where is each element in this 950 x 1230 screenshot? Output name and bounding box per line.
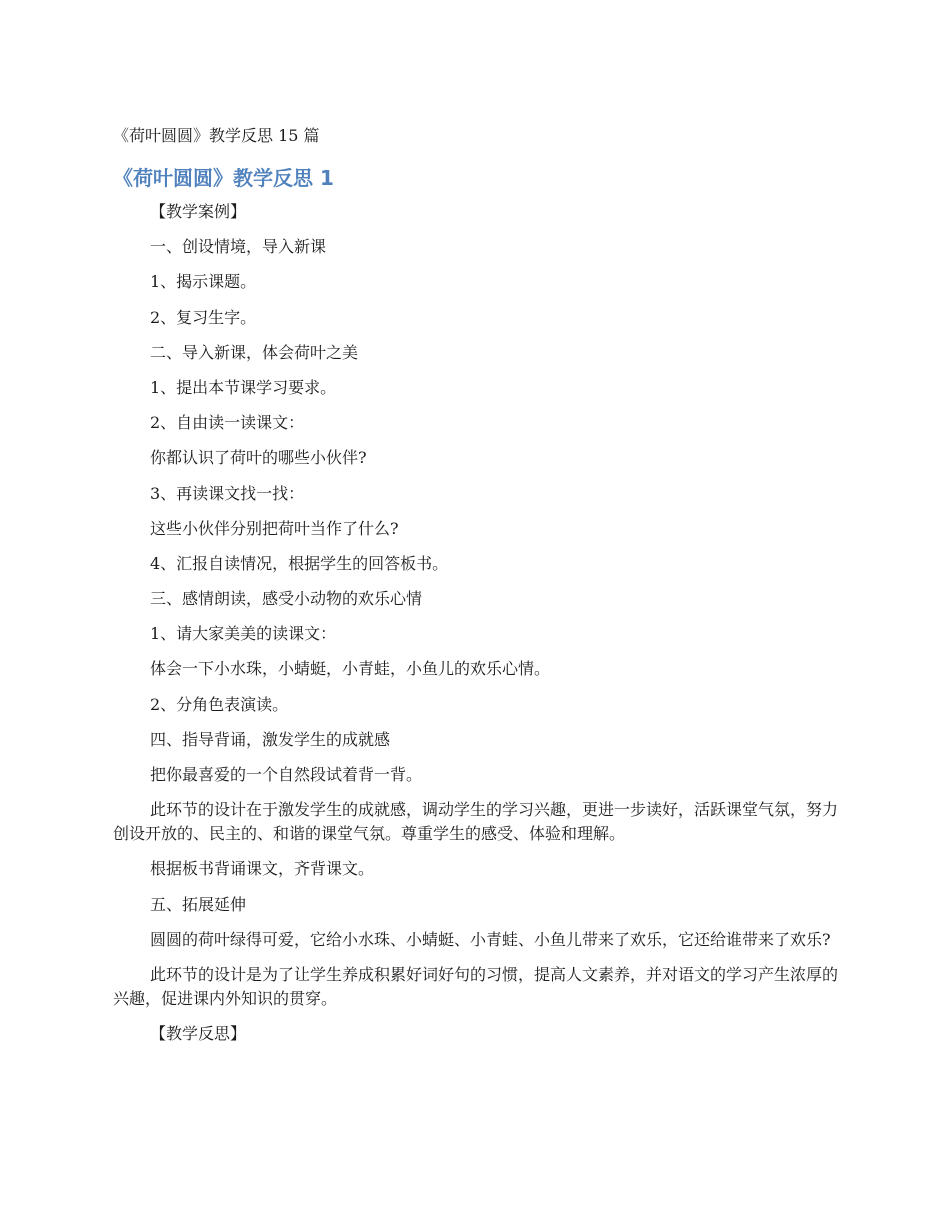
paragraph: 把你最喜爱的一个自然段试着背一背。	[150, 765, 423, 784]
section-heading: 《荷叶圆圆》教学反思 1	[113, 166, 334, 190]
paragraph: 五、拓展延伸	[150, 894, 247, 914]
paragraph: 2、自由读一读课文：	[150, 413, 305, 433]
paragraph: 四、指导背诵，激发学生的成就感	[150, 729, 391, 749]
paragraph: 2、复习生字。	[150, 307, 257, 327]
paragraph: 此环节的设计在于激发学生的成就感，调动学生的学习兴趣，更进一步读好，活跃课堂气氛，努力创设开放的、民主的、和谐的课堂气氛。尊重学生的感受、体验和理解。	[113, 800, 839, 844]
paragraph: 二、导入新课，体会荷叶之美	[150, 342, 359, 362]
paragraph: 你都认识了荷叶的哪些小伙伴?	[150, 448, 367, 468]
paragraph: 三、感情朗读，感受小动物的欢乐心情	[150, 589, 423, 609]
paragraph: 【教学案例】	[150, 202, 247, 221]
paragraph: 1、请大家美美的读课文：	[150, 624, 337, 644]
document-body	[113, 200, 839, 1057]
paragraph: 【教学反思】	[150, 1024, 247, 1044]
paragraph: 圆圆的荷叶绿得可爱，它给小水珠、小蜻蜓、小青蛙、小鱼儿带来了欢乐，它还给谁带来了欢乐?	[150, 929, 831, 949]
paragraph: 根据板书背诵课文，齐背课文。	[150, 859, 375, 879]
paragraph: 3、再读课文找一找：	[150, 483, 305, 503]
paragraph: 这些小伙伴分别把荷叶当作了什么?	[150, 518, 399, 538]
paragraph: 2、分角色表演读。	[150, 694, 289, 714]
paragraph: 此环节的设计是为了让学生养成积累好词好句的习惯，提高人文素养，并对语文的学习产生浓厚的兴趣，促进课内外知识的贯穿。	[113, 964, 839, 1008]
paragraph: 4、汇报自读情况，根据学生的回答板书。	[150, 553, 449, 573]
document-title: 《荷叶圆圆》教学反思 15 篇	[113, 126, 320, 145]
paragraph: 1、提出本节课学习要求。	[150, 377, 337, 397]
paragraph: 一、创设情境，导入新课	[150, 237, 327, 257]
paragraph: 1、揭示课题。	[150, 272, 257, 292]
paragraph: 体会一下小水珠，小蜻蜓，小青蛙，小鱼儿的欢乐心情。	[150, 659, 551, 679]
